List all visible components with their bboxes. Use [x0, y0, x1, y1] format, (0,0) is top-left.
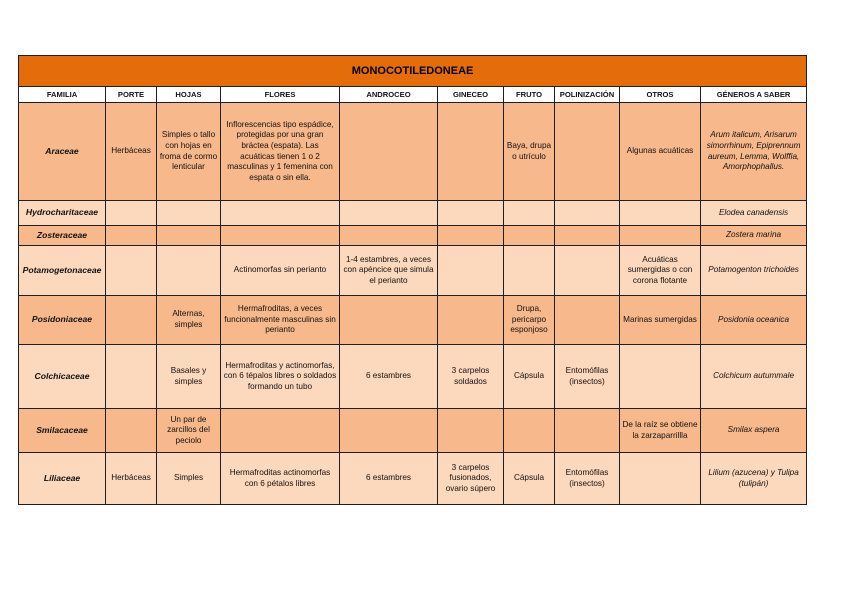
table-row — [19, 103, 807, 201]
cell-otros: Acuáticas sumergidas o con corona flotante — [620, 246, 701, 296]
cell-flores — [221, 201, 340, 226]
cell-hojas: Simples — [157, 453, 221, 505]
cell-polinizacion: Entomófilas (insectos) — [555, 345, 620, 409]
cell-flores: Inflorescencias tipo espádice, protegidas por una gran bráctea (espata). Las acuáticas tienen 1 o 2 masculinas y 1 femenina con espata o sin ella. — [221, 103, 340, 201]
cell-polinizacion — [555, 409, 620, 453]
cell-flores: Actinomorfas sin perianto — [221, 246, 340, 296]
cell-polinizacion — [555, 201, 620, 226]
cell-familia: Colchicaceae — [19, 345, 106, 409]
cell-gineceo — [438, 226, 504, 246]
table-row — [19, 201, 807, 226]
cell-generos: Lilium (azucena) y Tulipa (tulipán) — [701, 453, 807, 505]
cell-familia: Araceae — [19, 103, 106, 201]
cell-polinizacion — [555, 103, 620, 201]
header-otros: OTROS — [620, 87, 701, 103]
cell-gineceo — [438, 246, 504, 296]
cell-hojas: Simples o tallo con hojas en froma de cormo lenticular — [157, 103, 221, 201]
cell-polinizacion: Entomófilas (insectos) — [555, 453, 620, 505]
cell-porte — [106, 226, 157, 246]
cell-flores: Hermafroditas y actinomorfas, con 6 tépalos libres o soldados formando un tubo — [221, 345, 340, 409]
header-polinizacion: POLINIZACIÓN — [555, 87, 620, 103]
header-gineceo: GINECEO — [438, 87, 504, 103]
cell-fruto: Cápsula — [504, 345, 555, 409]
header-generos: GÉNEROS A SABER — [701, 87, 807, 103]
cell-hojas — [157, 246, 221, 296]
cell-familia: Potamogetonaceae — [19, 246, 106, 296]
header-hojas: HOJAS — [157, 87, 221, 103]
header-androceo: ANDROCEO — [340, 87, 438, 103]
cell-generos: Smilax aspera — [701, 409, 807, 453]
table-header-row — [19, 87, 807, 103]
cell-generos: Potamogenton trichoides — [701, 246, 807, 296]
table-row — [19, 453, 807, 505]
cell-generos: Zostera marina — [701, 226, 807, 246]
cell-flores: Hermafroditas actinomorfas con 6 pétalos libres — [221, 453, 340, 505]
cell-fruto: Cápsula — [504, 453, 555, 505]
table-row — [19, 246, 807, 296]
cell-familia: Smilacaceae — [19, 409, 106, 453]
cell-androceo: 6 estambres — [340, 453, 438, 505]
header-flores: FLORES — [221, 87, 340, 103]
cell-polinizacion — [555, 226, 620, 246]
cell-porte: Herbáceas — [106, 453, 157, 505]
cell-androceo — [340, 296, 438, 345]
cell-androceo — [340, 103, 438, 201]
cell-otros — [620, 345, 701, 409]
cell-familia: Hydrocharitaceae — [19, 201, 106, 226]
cell-androceo: 6 estambres — [340, 345, 438, 409]
table-title-row — [19, 56, 807, 87]
cell-flores — [221, 226, 340, 246]
cell-fruto — [504, 246, 555, 296]
cell-flores — [221, 409, 340, 453]
cell-otros — [620, 453, 701, 505]
cell-androceo — [340, 409, 438, 453]
table-title: MONOCOTILEDONEAE — [19, 56, 807, 87]
monocotiledoneae-table — [18, 55, 807, 505]
cell-hojas: Basales y simples — [157, 345, 221, 409]
cell-porte: Herbáceas — [106, 103, 157, 201]
cell-otros: Algunas acuáticas — [620, 103, 701, 201]
cell-generos: Arum italicum, Arisarum simorrhinum, Epiprennum aureum, Lemma, Wolffia, Amorphophallus. — [701, 103, 807, 201]
header-fruto: FRUTO — [504, 87, 555, 103]
cell-gineceo — [438, 103, 504, 201]
table-row — [19, 409, 807, 453]
cell-gineceo — [438, 409, 504, 453]
cell-otros: Marinas sumergidas — [620, 296, 701, 345]
cell-hojas: Un par de zarcillos del peciolo — [157, 409, 221, 453]
cell-porte — [106, 201, 157, 226]
cell-gineceo: 3 carpelos soldados — [438, 345, 504, 409]
cell-androceo — [340, 201, 438, 226]
table-row — [19, 226, 807, 246]
cell-hojas — [157, 226, 221, 246]
cell-flores: Hermafroditas, a veces funcionalmente masculinas sin perianto — [221, 296, 340, 345]
cell-porte — [106, 246, 157, 296]
cell-porte — [106, 296, 157, 345]
cell-gineceo — [438, 201, 504, 226]
table-row — [19, 345, 807, 409]
header-familia: FAMILIA — [19, 87, 106, 103]
table-row — [19, 296, 807, 345]
cell-fruto — [504, 201, 555, 226]
cell-familia: Liliaceae — [19, 453, 106, 505]
cell-polinizacion — [555, 246, 620, 296]
cell-fruto — [504, 226, 555, 246]
cell-familia: Posidoniaceae — [19, 296, 106, 345]
cell-fruto: Drupa, pericarpo esponjoso — [504, 296, 555, 345]
cell-polinizacion — [555, 296, 620, 345]
cell-generos: Posidonia oceanica — [701, 296, 807, 345]
header-porte: PORTE — [106, 87, 157, 103]
cell-porte — [106, 409, 157, 453]
cell-otros — [620, 226, 701, 246]
cell-gineceo — [438, 296, 504, 345]
cell-fruto — [504, 409, 555, 453]
cell-generos: Elodea canadensis — [701, 201, 807, 226]
cell-familia: Zosteraceae — [19, 226, 106, 246]
cell-otros — [620, 201, 701, 226]
cell-gineceo: 3 carpelos fusionados, ovario súpero — [438, 453, 504, 505]
cell-androceo — [340, 226, 438, 246]
cell-fruto: Baya, drupa o utrículo — [504, 103, 555, 201]
cell-otros: De la raíz se obtiene la zarzaparrillla — [620, 409, 701, 453]
cell-hojas: Alternas, simples — [157, 296, 221, 345]
cell-hojas — [157, 201, 221, 226]
cell-androceo: 1-4 estambres, a veces con apéncice que simula el perianto — [340, 246, 438, 296]
cell-generos: Colchicum autummale — [701, 345, 807, 409]
cell-porte — [106, 345, 157, 409]
